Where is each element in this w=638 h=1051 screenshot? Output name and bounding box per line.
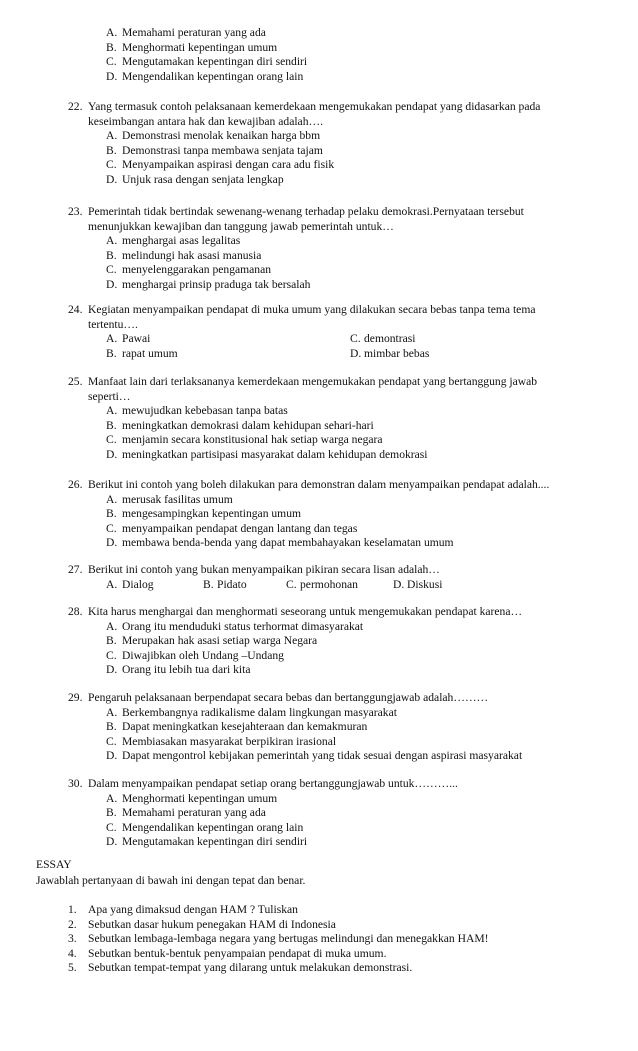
option-letter: D. [106, 749, 118, 763]
option-line [68, 41, 628, 56]
option-letter: B. [106, 143, 117, 157]
option-line [68, 70, 628, 85]
option-line [68, 522, 628, 537]
option-letter: D. [106, 447, 118, 461]
question-25 [68, 375, 628, 463]
question-text-line: Pemerintah tidak bertindak sewenang-wenang terhadap pelaku demokrasi.Pernyataan tersebut [88, 205, 524, 218]
option-letter: B. [106, 248, 117, 262]
option-line [68, 649, 628, 664]
essay-item [68, 932, 628, 947]
option-line [68, 26, 628, 41]
option-line [68, 158, 628, 173]
essay-text: Sebutkan bentuk-bentuk penyampaian pendapat di muka umum. [88, 946, 387, 960]
option-line [68, 129, 628, 144]
question-number: 28. [68, 605, 83, 618]
option-line [68, 620, 628, 635]
option-letter: D. [106, 172, 118, 186]
option-line [68, 55, 628, 70]
option-letter: B. [106, 40, 117, 54]
option-letter: D. [106, 536, 118, 550]
option-letter: C. [106, 55, 117, 69]
option-letter: B. [203, 577, 214, 591]
essay-question-list [68, 903, 628, 976]
option-line [68, 821, 628, 836]
option-line [68, 806, 628, 821]
option-text: Berkembangnya radikalisme dalam lingkungan masyarakat [122, 705, 397, 719]
option-line [68, 735, 628, 750]
option-text: Mengendalikan kepentingan orang lain [122, 820, 304, 834]
option-text: Memahami peraturan yang ada [122, 806, 266, 820]
question-text-line: seperti… [88, 389, 131, 403]
option-letter: A. [106, 791, 118, 805]
essay-text: Sebutkan lembaga-lembaga negara yang bertugas melindungi dan menegakkan HAM! [88, 932, 489, 946]
option-letter: D. [106, 277, 118, 291]
option-letter: D. [106, 835, 118, 849]
question-number: 26. [68, 478, 83, 491]
option-letter: A. [106, 577, 118, 591]
option-line [68, 173, 628, 188]
option-text: Diskusi [407, 577, 443, 591]
question-text-line: Dalam menyampaikan pendapat setiap orang bertanggungjawab untuk………... [88, 777, 458, 790]
question-number: 24. [68, 303, 83, 316]
option-letter: C. [350, 332, 361, 346]
option-text: Mengutamakan kepentingan diri sendiri [122, 835, 308, 849]
option-letter: A. [106, 404, 118, 418]
option-line [68, 493, 628, 508]
option-letter: C. [286, 577, 297, 591]
question-number: 27. [68, 563, 83, 576]
option-line [68, 419, 628, 434]
option-text: menjamin secara konstitusional hak setiap warga negara [122, 433, 383, 447]
option-text: meningkatkan demokrasi dalam kehidupan sehari-hari [122, 418, 374, 432]
option-text: Unjuk rasa dengan senjata lengkap [122, 172, 284, 186]
option-letter: C. [106, 433, 117, 447]
question-number: 22. [68, 100, 83, 113]
option-text: menghargai asas legalitas [122, 234, 241, 248]
option-text: permohonan [300, 577, 358, 591]
question-text-line: menunjukkan kewajiban dan tanggung jawab pemerintah untuk… [88, 219, 394, 233]
option-text: menyelenggarakan pengamanan [122, 263, 272, 277]
option-text: menyampaikan pendapat dengan lantang dan tegas [122, 521, 358, 535]
q21-options [68, 26, 628, 84]
option-text: demontrasi [364, 332, 416, 346]
essay-item [68, 903, 628, 918]
option-text: mengesampingkan kepentingan umum [122, 507, 302, 521]
question-number: 23. [68, 205, 83, 218]
option-text: Pawai [122, 332, 151, 346]
option-letter: C. [106, 263, 117, 277]
question-text-line: tertentu…. [88, 317, 138, 331]
option-text: Dialog [122, 577, 154, 591]
option-letter: D. [106, 69, 118, 83]
option-line [68, 663, 628, 678]
option-letter: A. [106, 26, 118, 39]
option-line [68, 507, 628, 522]
option-text: merusak fasilitas umum [122, 492, 233, 506]
question-text-line: Manfaat lain dari terlaksananya kemerdekaan mengemukakan pendapat yang bertanggung jawab [88, 375, 538, 388]
question-number: 29. [68, 691, 83, 704]
option-letter: C. [106, 521, 117, 535]
option-letter: A. [106, 705, 118, 719]
question-23 [68, 205, 628, 293]
option-line [68, 433, 628, 448]
option-line [68, 536, 628, 551]
option-line [68, 720, 628, 735]
essay-instruction: Jawablah pertanyaan di bawah ini dengan tepat dan benar. [36, 874, 306, 887]
option-letter: A. [106, 492, 118, 506]
option-letter: C. [106, 648, 117, 662]
option-text: Merupakan hak asasi setiap warga Negara [122, 634, 318, 648]
option-line [68, 278, 628, 293]
option-text: Membiasakan masyarakat berpikiran irasional [122, 734, 337, 748]
option-text: Dapat meningkatkan kesejahteraan dan kemakmuran [122, 720, 368, 734]
option-text: Demonstrasi menolak kenaikan harga bbm [122, 129, 321, 143]
question-22 [68, 100, 628, 188]
option-text: Pidato [217, 577, 247, 591]
question-number: 30. [68, 777, 83, 790]
option-text: Menghormati kepentingan umum [122, 40, 278, 54]
option-line [68, 263, 628, 278]
option-letter: B. [106, 507, 117, 521]
essay-text: Apa yang dimaksud dengan HAM ? Tuliskan [88, 903, 298, 916]
option-line [68, 634, 628, 649]
option-line [68, 249, 628, 264]
essay-number: 1. [68, 903, 77, 916]
question-26 [68, 478, 628, 551]
option-line [68, 234, 628, 249]
option-text: Orang itu menduduki status terhormat dimasyarakat [122, 619, 364, 633]
option-line [68, 332, 628, 347]
option-letter: B. [106, 418, 117, 432]
question-29 [68, 691, 628, 764]
option-letter: B. [106, 806, 117, 820]
option-text: Demonstrasi tanpa membawa senjata tajam [122, 143, 323, 157]
question-text-line: Pengaruh pelaksanaan berpendapat secara bebas dan bertanggungjawab adalah……… [88, 691, 489, 704]
essay-item [68, 961, 628, 976]
option-letter: A. [106, 332, 118, 346]
essay-item [68, 918, 628, 933]
option-line [68, 749, 628, 764]
question-text-line: Kita harus menghargai dan menghormati seseorang untuk mengemukakan pendapat karena… [88, 605, 523, 618]
option-text: Orang itu lebih tua dari kita [122, 663, 251, 677]
option-line [68, 706, 628, 721]
question-28 [68, 605, 628, 678]
option-letter: C. [106, 820, 117, 834]
option-text: melindungi hak asasi manusia [122, 248, 262, 262]
question-24 [68, 303, 628, 361]
option-line [68, 404, 628, 419]
question-27 [68, 563, 628, 592]
question-text-line: Yang termasuk contoh pelaksanaan kemerdekaan mengemukakan pendapat yang didasarkan pada [88, 100, 541, 113]
option-line [68, 578, 628, 593]
option-letter: C. [106, 734, 117, 748]
question-30 [68, 777, 628, 850]
option-text: Diwajibkan oleh Undang –Undang [122, 648, 284, 662]
question-text-line: Berikut ini contoh yang bukan menyampaikan pikiran secara lisan adalah… [88, 563, 440, 576]
essay-text: Sebutkan tempat-tempat yang dilarang untuk melakukan demonstrasi. [88, 961, 413, 975]
option-line [68, 792, 628, 807]
option-letter: D. [106, 663, 118, 677]
option-line [68, 448, 628, 463]
option-text: rapat umum [122, 346, 178, 360]
option-text: meningkatkan partisipasi masyarakat dalam kehidupan demokrasi [122, 447, 428, 461]
option-line [68, 835, 628, 850]
option-text: mewujudkan kebebasan tanpa batas [122, 404, 288, 418]
option-text: Dapat mengontrol kebijakan pemerintah yang tidak sesuai dengan aspirasi masyarakat [122, 749, 523, 763]
option-letter: B. [106, 634, 117, 648]
essay-item [68, 947, 628, 962]
essay-number: 5. [68, 961, 77, 975]
option-letter: D. [350, 346, 362, 360]
option-text: mimbar bebas [364, 346, 430, 360]
option-letter: A. [106, 129, 118, 143]
option-text: Mengendalikan kepentingan orang lain [122, 69, 304, 83]
essay-number: 3. [68, 932, 77, 946]
option-text: Mengutamakan kepentingan diri sendiri [122, 55, 308, 69]
option-text: Menyampaikan aspirasi dengan cara adu fisik [122, 158, 335, 172]
question-number: 25. [68, 375, 83, 388]
essay-number: 4. [68, 946, 77, 960]
option-text: Menghormati kepentingan umum [122, 791, 278, 805]
option-letter: D. [393, 577, 405, 591]
option-letter: A. [106, 619, 118, 633]
question-text-line: keseimbangan antara hak dan kewajiban adalah…. [88, 114, 323, 128]
option-text: Memahami peraturan yang ada [122, 26, 266, 39]
option-letter: A. [106, 234, 118, 248]
option-text: menghargai prinsip praduga tak bersalah [122, 277, 311, 291]
essay-heading: ESSAY [36, 858, 72, 871]
essay-number: 2. [68, 917, 77, 931]
option-letter: B. [106, 346, 117, 360]
option-text: membawa benda-benda yang dapat membahayakan keselamatan umum [122, 536, 454, 550]
option-letter: B. [106, 720, 117, 734]
question-text-line: Kegiatan menyampaikan pendapat di muka umum yang dilakukan secara bebas tanpa tema tema [88, 303, 536, 316]
question-text-line: Berikut ini contoh yang boleh dilakukan para demonstran dalam menyampaikan pendapat adalah.... [88, 478, 550, 491]
essay-text: Sebutkan dasar hukum penegakan HAM di Indonesia [88, 917, 336, 931]
option-line [68, 144, 628, 159]
option-letter: C. [106, 158, 117, 172]
option-line [68, 347, 628, 362]
